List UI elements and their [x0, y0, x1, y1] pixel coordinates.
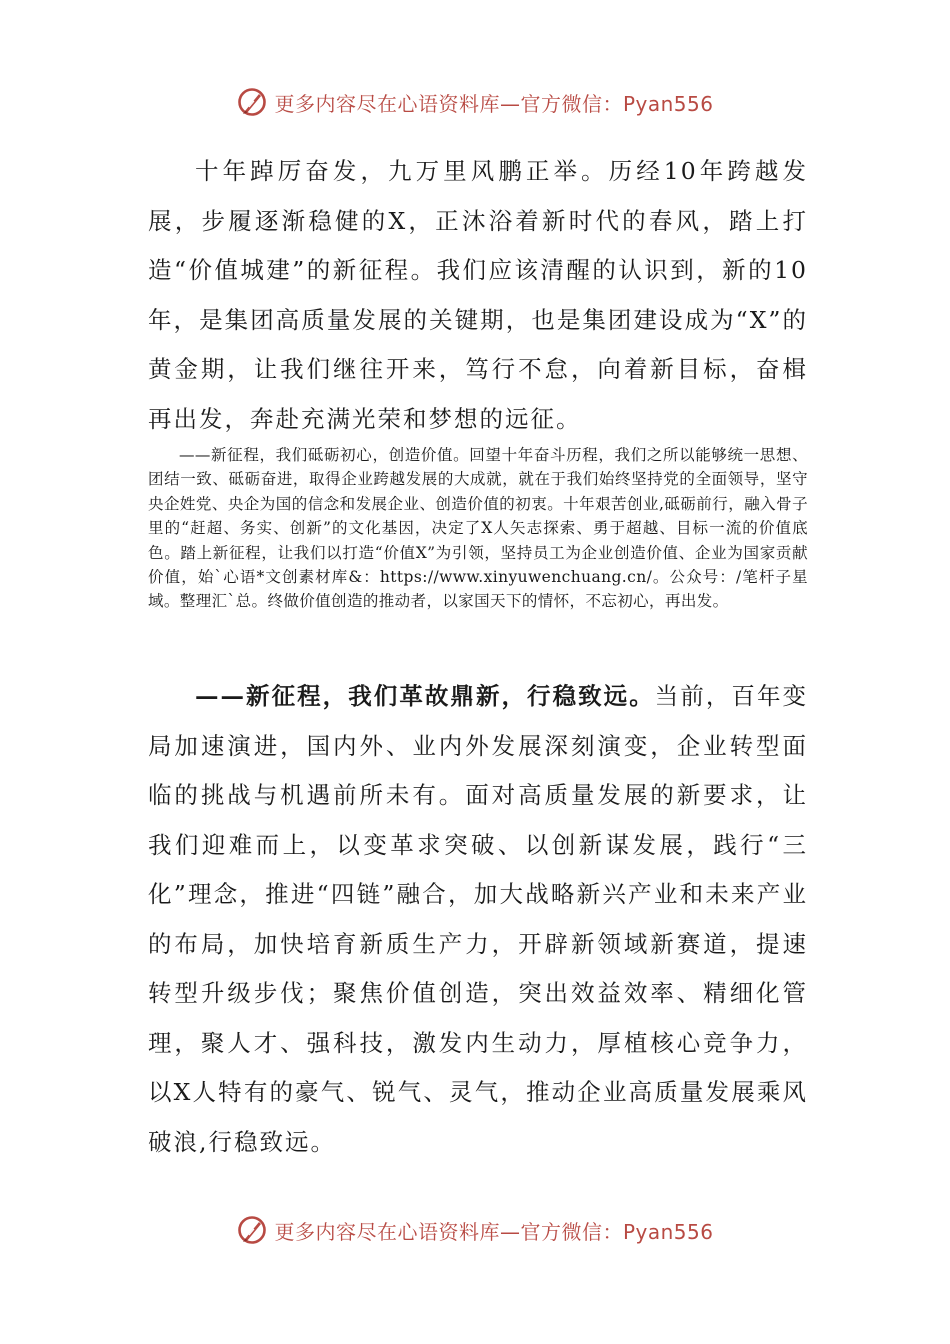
header-banner: [0, 82, 950, 122]
paragraph-3-body: 当前，百年变局加速演进，国内外、业内外发展深刻演变，企业转型面临的挑战与机遇前所未有。面对高质量发展的新要求，让我们迎难而上，以变革求突破、以创新谋发展，践行“三化”理念，推进“四链”融合，加大战略新兴产业和未来产业的布局，加快培育新质生产力，开辟新领域新赛道，提速转型升级步伐；聚焦价值创造，突出效益效率、精细化管理，聚人才、强科技，激发内生动力，厚植核心竞争力，以X人特有的豪气、锐气、灵气，推动企业高质量发展乘风破浪,行稳致远。: [148, 682, 809, 1156]
paragraph-2: ——新征程，我们砥砺初心，创造价值。回望十年奋斗历程，我们之所以能够统一思想、团结一致、砥砺奋进，取得企业跨越发展的大成就，就在于我们始终坚持党的全面领导，坚守央企姓党、央企为国的信念和发展企业、创造价值的初衷。十年艰苦创业,砥砺前行，融入骨子里的“赶超、务实、创新”的文化基因，决定了X人矢志探索、勇于超越、目标一流的价值底色。踏上新征程，让我们以打造“价值X”为引领，坚持员工为企业创造价值、企业为国家贡献价值，始`心语*文创素材库&：https://www.xinyuwenchuang.cn/。公众号：/笔杆子星域。整理汇`总。终做价值创造的推动者，以家国天下的情怀，不忘初心，再出发。: [148, 446, 808, 611]
footer-banner-text: 更多内容尽在心语资料库—官方微信：Pyan556: [274, 1219, 714, 1244]
footer-banner: [0, 1210, 950, 1250]
paragraph-3-lead: ——新征程，我们革故鼎新，行稳致远。: [195, 682, 655, 710]
paragraph-3: [148, 672, 808, 1167]
quill-pen-logo-icon: [236, 1214, 268, 1246]
paragraph-1: 十年踔厉奋发，九万里风鹏正举。历经10年跨越发展，步履逐渐稳健的X，正沐浴着新时代的春风，踏上打造“价值城建”的新征程。我们应该清醒的认识到，新的10年，是集团高质量发展的关键期，也是集团建设成为“X”的黄金期，让我们继往开来，笃行不怠，向着新目标，奋楫再出发，奔赴充满光荣和梦想的远征。: [148, 157, 808, 433]
quill-pen-logo-icon: [236, 86, 268, 118]
header-banner-text: 更多内容尽在心语资料库—官方微信：Pyan556: [274, 91, 714, 116]
